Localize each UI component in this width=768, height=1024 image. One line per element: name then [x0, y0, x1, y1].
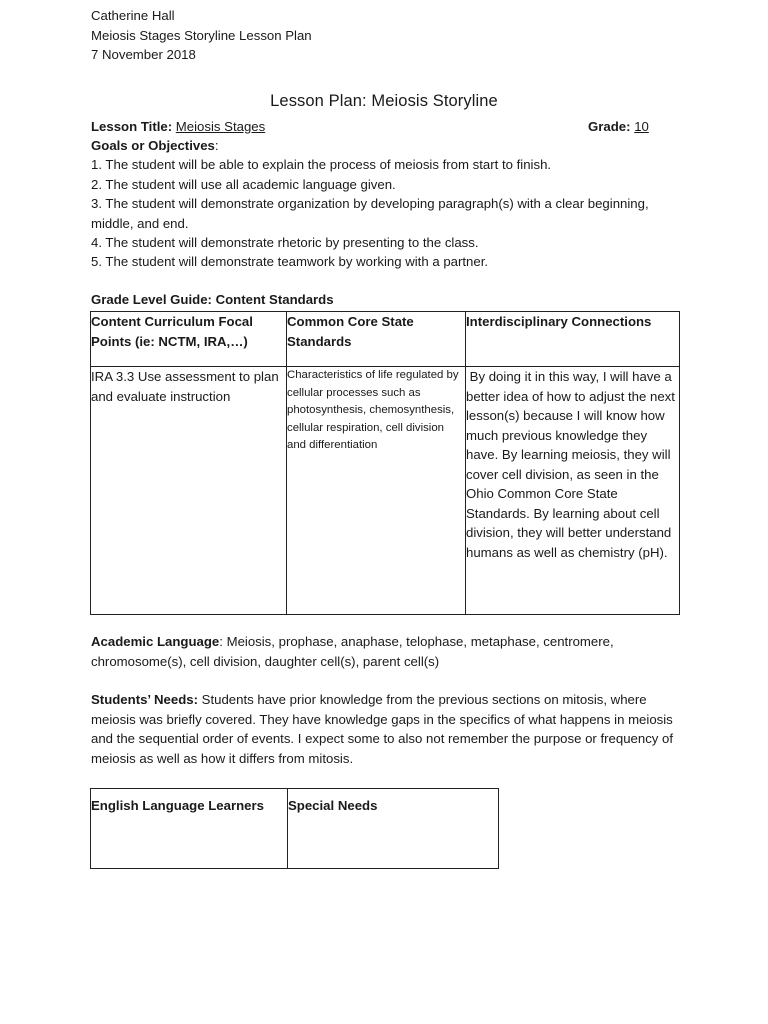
- document-date: 7 November 2018: [91, 47, 196, 62]
- goals-heading-line: [91, 136, 691, 155]
- grade-info: [588, 117, 649, 136]
- content-standards-table: [90, 311, 680, 615]
- students-needs-text: Students have prior knowledge from the previous sections on mitosis, where meiosis was briefly covered. They have knowledge gaps in the specifics of what happens in meiosis and the sequential order of events. I expect some to also not remember the purpose or frequency of meiosis as well as how it differs from mitosis.: [91, 692, 674, 766]
- lesson-title-value: Meiosis Stages: [175, 119, 266, 134]
- document-header: [91, 6, 312, 65]
- academic-language-text: : Meiosis, prophase, anaphase, telophase, metaphase, centromere, chromosome(s), cell division, daughter cell(s), parent cell(s): [91, 634, 614, 669]
- interdisciplinary-cell: [466, 367, 680, 615]
- academic-language-label: Academic Language: [91, 634, 220, 649]
- grade-value: 10: [634, 119, 649, 134]
- goals-heading: Goals or Objectives: [91, 138, 215, 153]
- goal-item: 5. The student will demonstrate teamwork by working with a partner.: [91, 254, 489, 270]
- learners-table: [90, 788, 499, 869]
- column-header-ell: English Language Learners: [91, 789, 288, 869]
- lesson-title-label: Lesson Title:: [91, 119, 173, 134]
- goal-item: 4. The student will demonstrate rhetoric by presenting to the class.: [91, 235, 479, 251]
- lesson-info-line: [91, 117, 651, 136]
- goal-item: 3. The student will demonstrate organization by developing paragraph(s) with a clear beginning, middle, and end.: [91, 196, 649, 231]
- column-header-focal-points: Content Curriculum Focal Points (ie: NCTM, IRA,…): [91, 312, 287, 367]
- column-header-special-needs: Special Needs: [288, 789, 499, 869]
- page-title: Lesson Plan: Meiosis Storyline: [270, 92, 498, 110]
- goals-section: [91, 136, 691, 272]
- interdisciplinary-text: By doing it in this way, I will have a better idea of how to adjust the next lesson(s) because I will know how much previous knowledge they have. By learning meiosis, they will cover cell division, as seen in the Ohio Common Core State Standards. By learning about cell division, they will better understand humans as well as chemistry (pH).: [466, 369, 675, 560]
- table-header-row: [91, 312, 680, 367]
- students-needs-label: Students’ Needs:: [91, 692, 198, 707]
- column-header-common-core: Common Core State Standards: [287, 312, 466, 367]
- common-core-cell: Characteristics of life regulated by cellular processes such as photosynthesis, chemosynthesis, cellular respiration, cell division and differentiation: [287, 367, 466, 615]
- goals-heading-colon: :: [214, 138, 219, 153]
- goal-item: 1. The student will be able to explain the process of meiosis from start to finish.: [91, 157, 552, 173]
- document-name: Meiosis Stages Storyline Lesson Plan: [91, 27, 312, 43]
- author-name: Catherine Hall: [91, 8, 175, 23]
- goal-item: 2. The student will use all academic language given.: [91, 176, 396, 192]
- table-row: [91, 367, 680, 615]
- academic-language-paragraph: [91, 632, 681, 671]
- focal-points-cell: IRA 3.3 Use assessment to plan and evaluate instruction: [91, 367, 287, 615]
- standards-heading: Grade Level Guide: Content Standards: [91, 292, 334, 307]
- table-row: [91, 789, 499, 869]
- grade-label: Grade:: [588, 119, 631, 134]
- column-header-interdisciplinary: Interdisciplinary Connections: [466, 312, 680, 367]
- students-needs-paragraph: [91, 690, 681, 768]
